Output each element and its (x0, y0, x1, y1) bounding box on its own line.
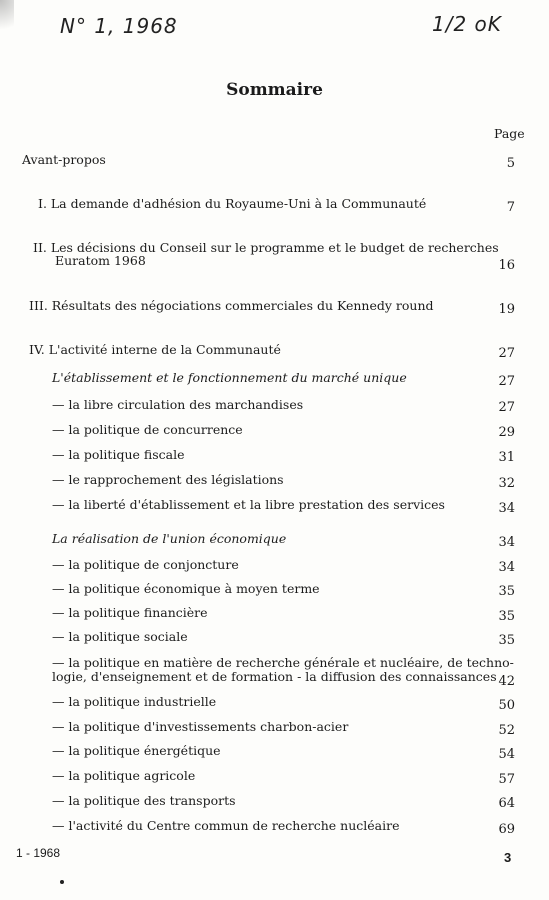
handwritten-issue-note: N° 1, 1968 (60, 14, 178, 38)
toc-entry-page: 27 (498, 346, 515, 361)
toc-entry-text: — la politique sociale (52, 629, 188, 644)
toc-entry-page: 35 (498, 633, 515, 648)
scan-edge-shadow (0, 0, 14, 40)
toc-entry-page: 34 (498, 501, 515, 516)
toc-entry-text: — la politique en matière de recherche générale et nucléaire, de techno- (52, 655, 514, 670)
toc-entry-text: — le rapprochement des législations (52, 472, 284, 487)
toc-entry-text: I. La demande d'adhésion du Royaume-Uni à la Communauté (38, 196, 427, 211)
toc-entry-text: — la politique agricole (52, 768, 196, 783)
toc-entry-page: 69 (498, 822, 515, 837)
toc-section-heading: La réalisation de l'union économique (52, 531, 287, 546)
toc-entry-page: 57 (498, 772, 515, 787)
toc-entry-page: 52 (498, 723, 515, 738)
page-number: 3 (504, 850, 512, 865)
toc-entry-text: — la politique industrielle (52, 694, 217, 709)
toc-entry-text: — la politique de concurrence (52, 422, 243, 437)
toc-entry-page: 7 (506, 200, 515, 215)
toc-entry-text: — la politique d'investissements charbon-acier (52, 719, 349, 734)
toc-entry-page: 27 (498, 374, 515, 389)
toc-entry-text: III. Résultats des négociations commerciales du Kennedy round (29, 298, 434, 313)
toc-entry-page: 35 (498, 584, 515, 599)
toc-entry-text: — la politique financière (52, 605, 208, 620)
toc-entry-page: 50 (498, 698, 515, 713)
toc-entry-page: 54 (498, 747, 515, 762)
toc-entry-page: 64 (498, 796, 515, 811)
toc-entry-text: II. Les décisions du Conseil sur le programme et le budget de recherches (33, 240, 499, 255)
toc-entry-text: Avant-propos (22, 152, 106, 167)
toc-entry-text: — la libre circulation des marchandises (52, 397, 304, 412)
toc-section-heading: L'établissement et le fonctionnement du marché unique (52, 370, 407, 385)
toc-entry-page: 34 (498, 535, 515, 550)
handwritten-check-note: 1/2 oK (432, 12, 502, 36)
toc-entry-page: 19 (498, 302, 515, 317)
toc-entry-page: 16 (498, 258, 515, 273)
toc-entry-text: — l'activité du Centre commun de recherche nucléaire (52, 818, 400, 833)
toc-entry-text-cont: Euratom 1968 (55, 253, 146, 268)
toc-entry-text: — la politique énergétique (52, 743, 221, 758)
toc-entry-page: 5 (506, 156, 515, 171)
issue-footer: 1 - 1968 (16, 846, 61, 860)
toc-entry-page: 29 (498, 425, 515, 440)
toc-entry-page: 42 (498, 674, 515, 689)
toc-entry-text-cont: logie, d'enseignement et de formation - la diffusion des connaissances (52, 669, 497, 684)
scan-speck (60, 880, 64, 884)
toc-entry-page: 27 (498, 400, 515, 415)
toc-entry-text: — la politique de conjoncture (52, 557, 239, 572)
toc-entry-text: IV. L'activité interne de la Communauté (29, 342, 281, 357)
toc-entry-page: 35 (498, 609, 515, 624)
toc-entry-page: 34 (498, 560, 515, 575)
toc-entry-text: — la liberté d'établissement et la libre prestation des services (52, 497, 445, 512)
page-title: Sommaire (226, 80, 323, 100)
toc-entry-text: — la politique économique à moyen terme (52, 581, 320, 596)
toc-entry-text: — la politique fiscale (52, 447, 185, 462)
toc-entry-page: 32 (498, 476, 515, 491)
toc-entry-page: 31 (498, 450, 515, 465)
toc-entry-text: — la politique des transports (52, 793, 236, 808)
page-column-label: Page (494, 126, 525, 141)
